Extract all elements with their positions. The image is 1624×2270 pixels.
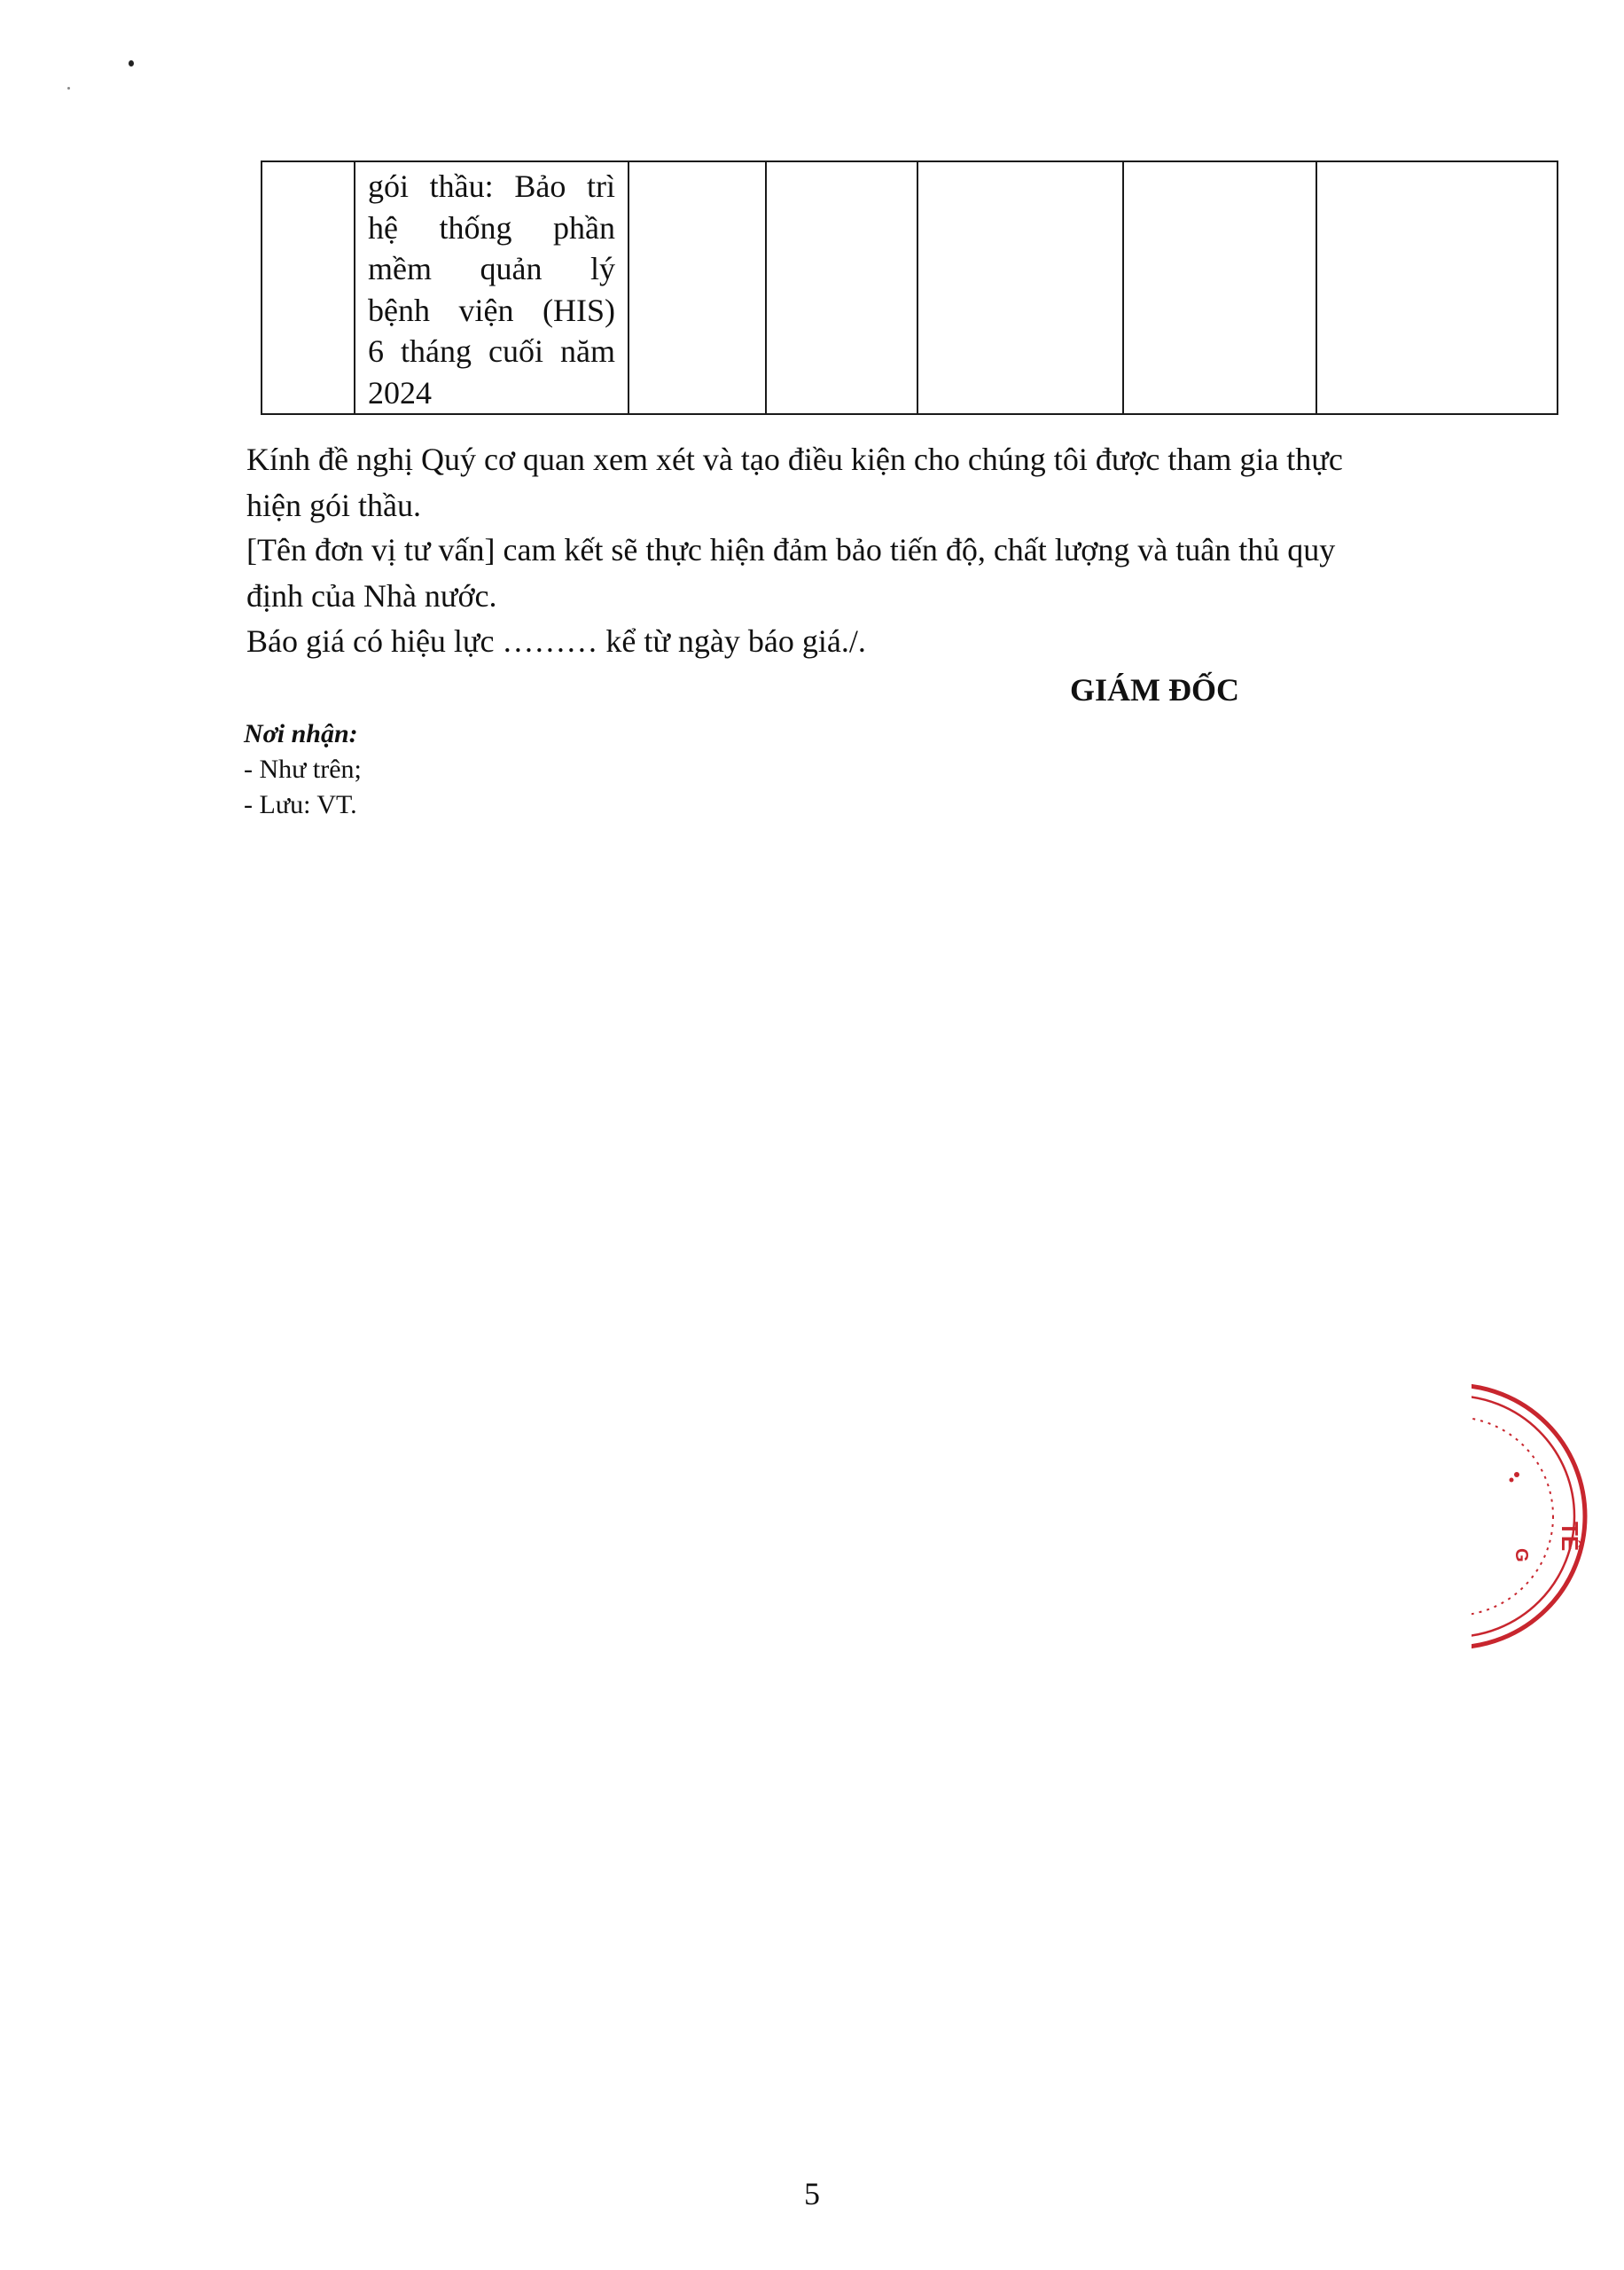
- description-line: 6 tháng cuối năm: [368, 333, 615, 369]
- signer-title: GIÁM ĐỐC: [1070, 672, 1239, 708]
- table-cell-description: [355, 161, 629, 414]
- validity-line: Báo giá có hiệu lực ……… kể từ ngày báo giá./.: [246, 623, 866, 659]
- scan-speck: [67, 87, 70, 90]
- commitment-paragraph: [246, 527, 1452, 619]
- table-cell-index: [262, 161, 355, 414]
- recipient-item: - Lưu: VT.: [244, 790, 357, 819]
- recipients-heading: Nơi nhận:: [244, 719, 358, 748]
- table-cell-empty: [766, 161, 917, 414]
- description-line: bệnh viện (HIS): [368, 292, 615, 328]
- table-cell-empty: [629, 161, 766, 414]
- stamp-text: G: [1511, 1548, 1531, 1562]
- request-line: hiện gói thầu.: [246, 488, 421, 523]
- table-row: [262, 161, 1558, 414]
- request-line: Kính đề nghị Quý cơ quan xem xét và tạo điều kiện cho chúng tôi được tham gia thực: [246, 442, 1343, 477]
- recipients-block: [244, 716, 362, 823]
- commitment-line: [Tên đơn vị tư vấn] cam kết sẽ thực hiện đảm bảo tiến độ, chất lượng và tuân thủ quy: [246, 532, 1336, 568]
- page-number: 5: [804, 2176, 820, 2211]
- official-stamp: [1472, 1374, 1624, 1658]
- recipient-item: - Như trên;: [244, 755, 362, 784]
- commitment-line: định của Nhà nước.: [246, 578, 497, 614]
- table-cell-empty: [917, 161, 1123, 414]
- description-line: hệ thống phần: [368, 209, 615, 246]
- description-line: gói thầu: Bảo trì: [368, 168, 615, 204]
- stamp-seal-icon: [1472, 1374, 1624, 1658]
- stamp-text: TẾ: [1557, 1522, 1583, 1552]
- quotation-table: [261, 160, 1558, 415]
- description-line: 2024: [368, 374, 432, 411]
- validity-paragraph: [246, 618, 1452, 664]
- description-line: mềm quản lý: [368, 251, 615, 286]
- scan-speck: [129, 60, 134, 67]
- table-cell-empty: [1123, 161, 1316, 414]
- table-cell-empty: [1316, 161, 1558, 414]
- request-paragraph: [246, 436, 1452, 528]
